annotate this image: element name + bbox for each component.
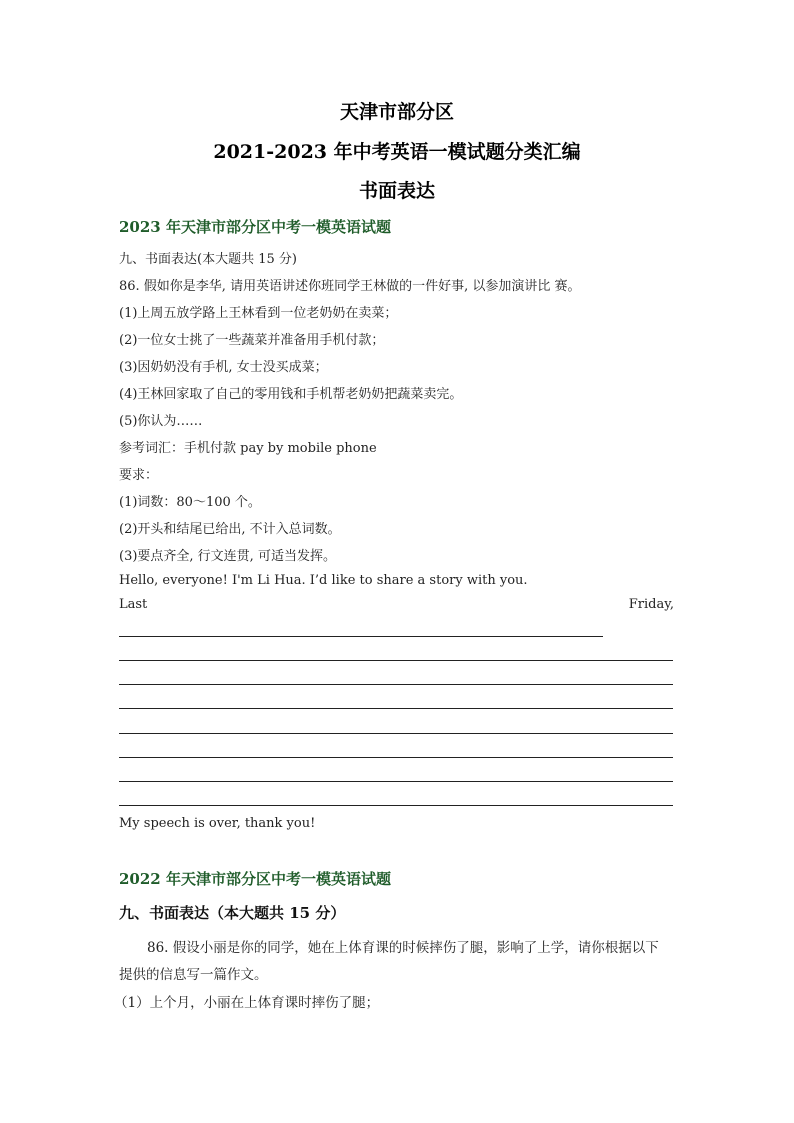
document-title-line-1: 天津市部分区 — [339, 101, 454, 123]
part-label-2022: 九、书面表达（本大题共 15 分） — [119, 904, 346, 922]
writing-line[interactable] — [119, 757, 673, 758]
requirement-2: (2)开头和结尾已给出, 不计入总词数。 — [119, 522, 341, 537]
point-1: (1)上周五放学路上王林看到一位老奶奶在卖菜； — [119, 306, 398, 321]
requirement-1: (1)词数：80～100 个。 — [119, 495, 261, 510]
part-label-2023: 九、书面表达(本大题共 15 分) — [119, 252, 297, 267]
question-86-2022-line-1: 86. 假设小丽是你的同学，她在上体育课的时候摔伤了腿，影响了上学，请你根据以下 — [147, 940, 659, 956]
essay-starter-last: Last — [119, 597, 148, 612]
requirement-3: (3)要点齐全, 行文连贯, 可适当发挥。 — [119, 549, 336, 564]
essay-closing: My speech is over, thank you! — [119, 816, 316, 831]
section-heading-2022: 2022 年天津市部分区中考一模英语试题 — [119, 870, 391, 888]
question-86-2022-line-2: 提供的信息写一篇作文。 — [119, 967, 268, 983]
vocabulary-hint: 参考词汇：手机付款 pay by mobile phone — [119, 441, 377, 456]
point-3: (3)因奶奶没有手机, 女士没买成菜； — [119, 360, 328, 375]
writing-line[interactable] — [119, 805, 673, 806]
section-heading-2023: 2023 年天津市部分区中考一模英语试题 — [119, 218, 391, 236]
document-title-line-2: 2021-2023 年中考英语一模试题分类汇编 — [213, 141, 581, 163]
point-5: (5)你认为…… — [119, 414, 203, 429]
writing-line[interactable] — [119, 708, 673, 709]
requirements-label: 要求： — [119, 468, 159, 483]
writing-line[interactable] — [119, 660, 673, 661]
writing-line[interactable] — [119, 636, 603, 637]
point-4: (4)王林回家取了自己的零用钱和手机帮老奶奶把蔬菜卖完。 — [119, 387, 463, 402]
point-1-2022: （1）上个月，小丽在上体育课时摔伤了腿； — [114, 995, 380, 1011]
writing-line[interactable] — [119, 781, 673, 782]
document-title-line-3: 书面表达 — [358, 180, 435, 202]
writing-line[interactable] — [119, 733, 673, 734]
essay-opening: Hello, everyone! I'm Li Hua. I’d like to share a story with you. — [119, 573, 528, 588]
point-2: (2)一位女士挑了一些蔬菜并准备用手机付款； — [119, 333, 385, 348]
question-86-2023: 86. 假如你是李华, 请用英语讲述你班同学王林做的一件好事, 以参加演讲比 赛。 — [119, 279, 581, 294]
writing-line[interactable] — [119, 684, 673, 685]
essay-starter-friday: Friday, — [628, 597, 674, 612]
